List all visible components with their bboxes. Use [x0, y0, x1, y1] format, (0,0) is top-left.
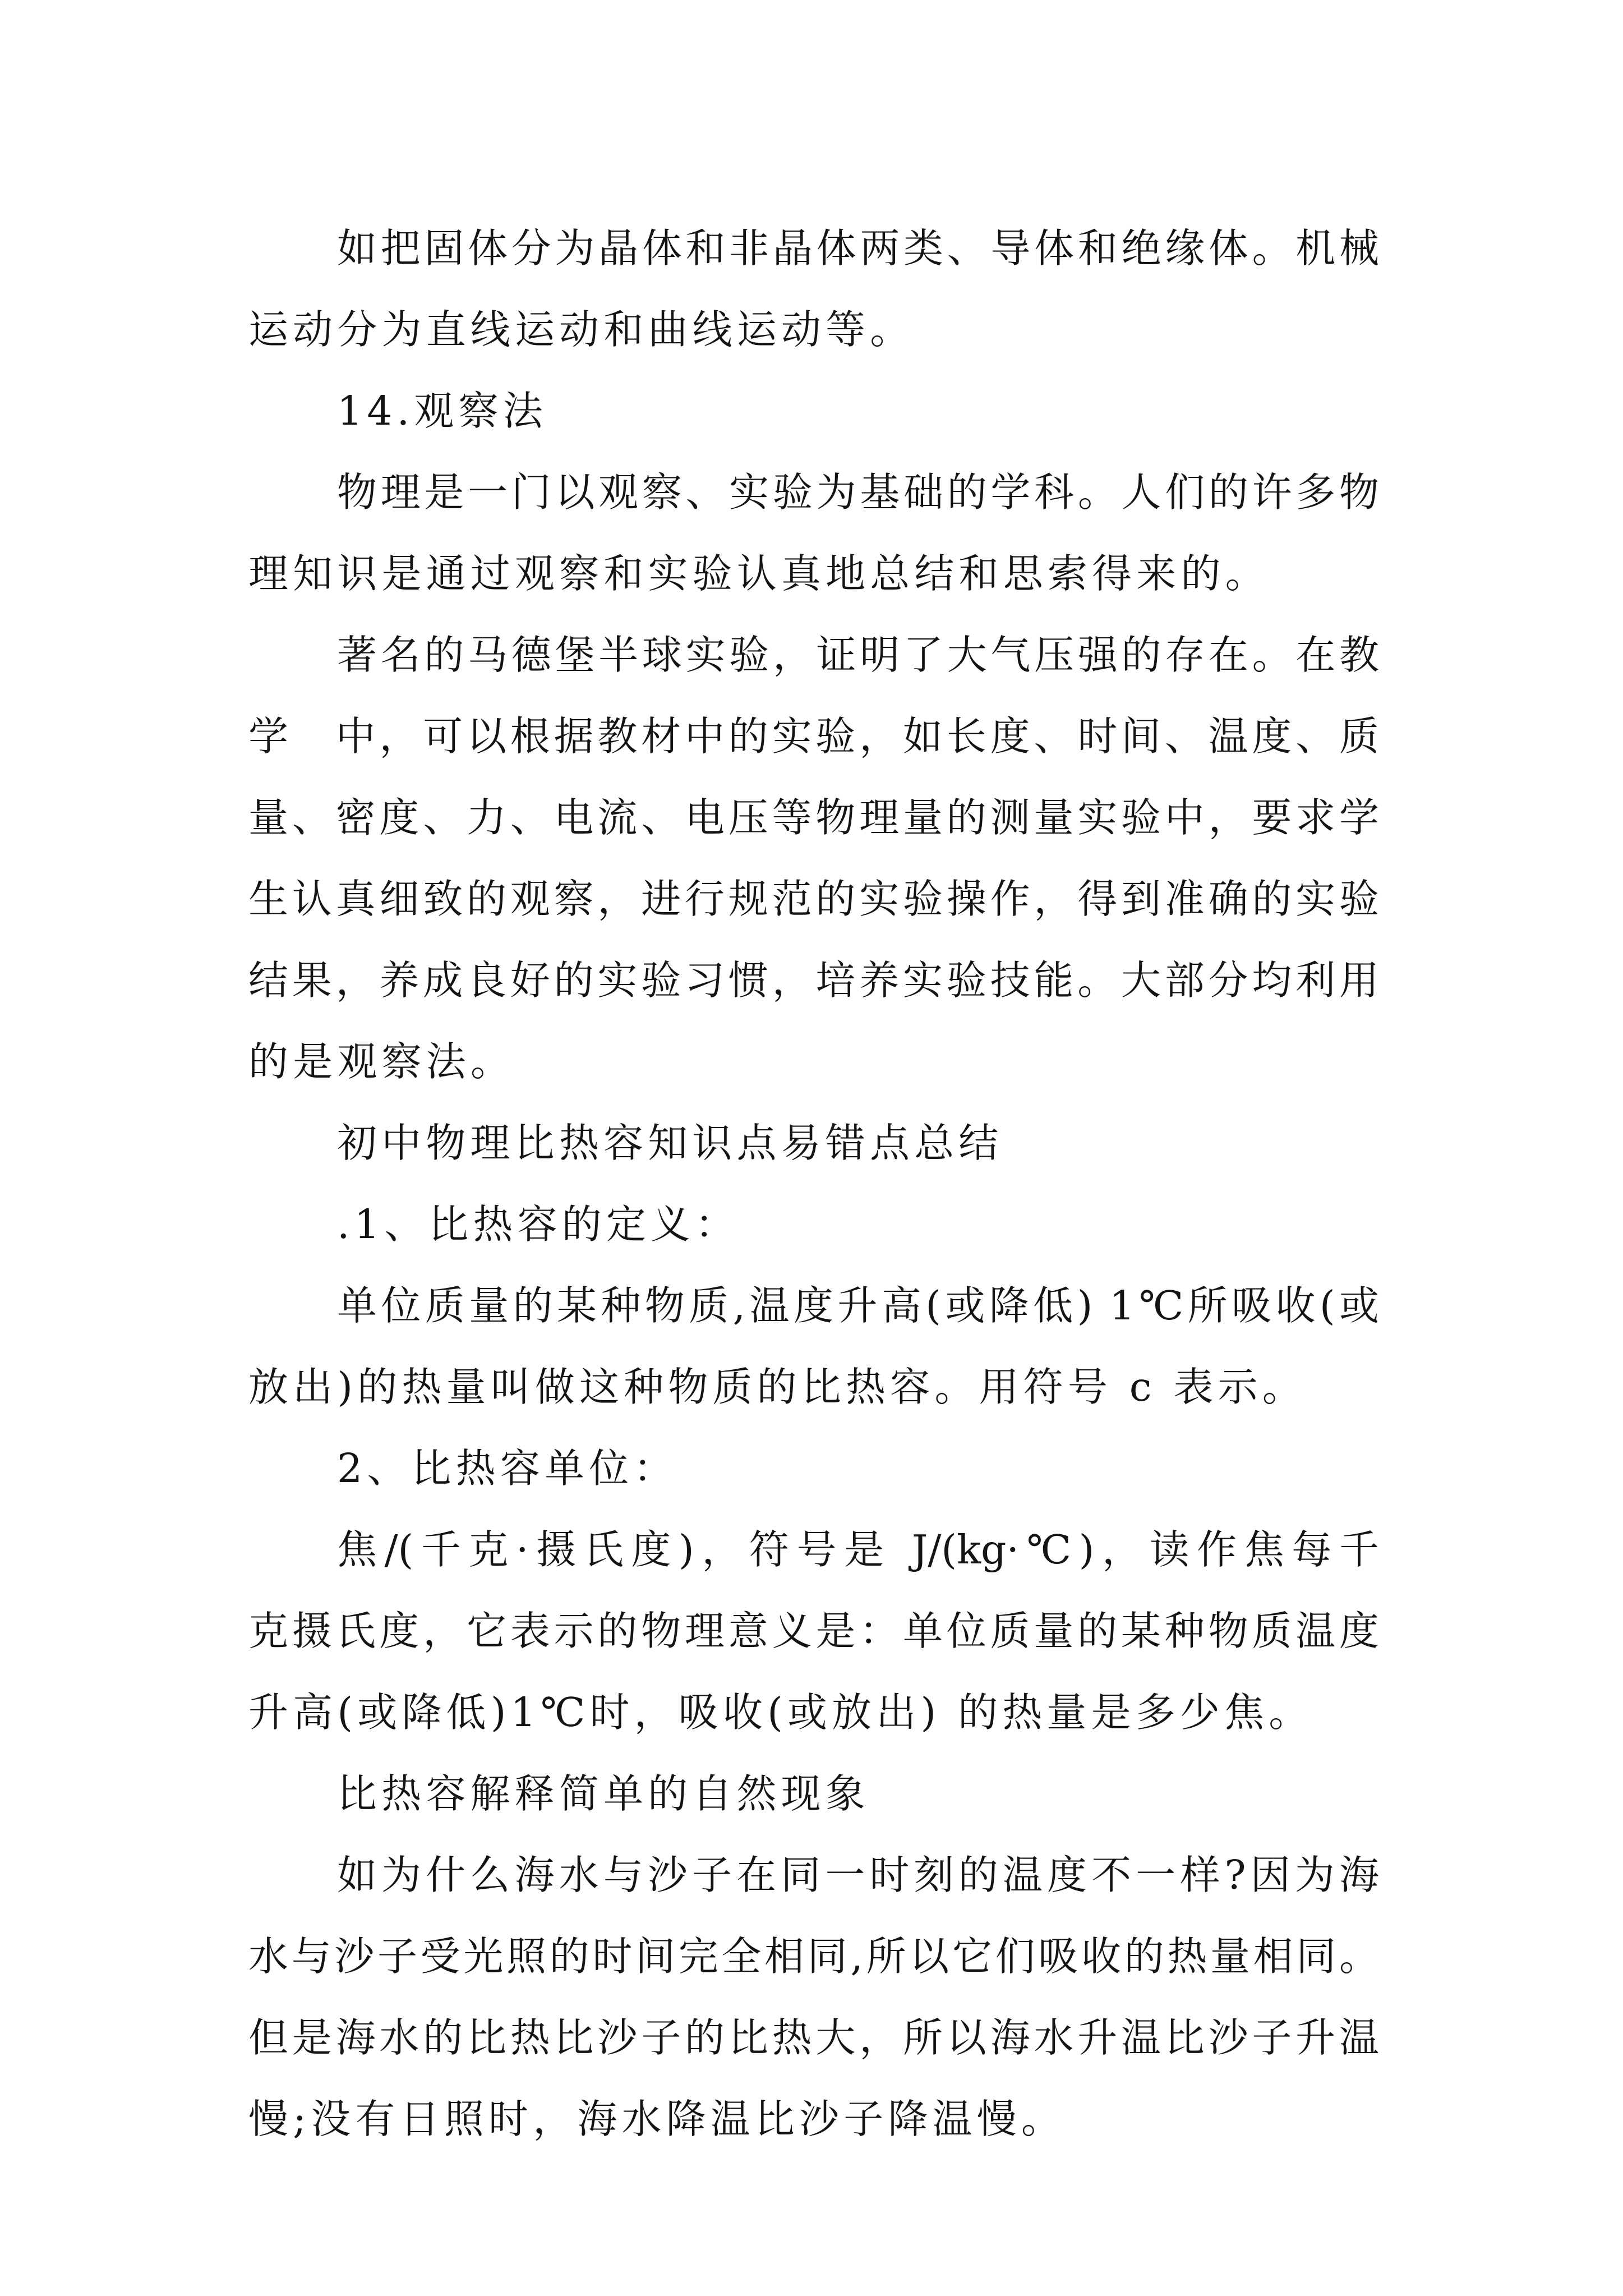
- paragraph-line: 克摄氏度，它表示的物理意义是：单位质量的某种物质温度: [248, 1608, 1379, 1654]
- paragraph-line: 著名的马德堡半球实验，证明了大气压强的存在。在教: [337, 632, 1379, 678]
- paragraph-line: 焦/(千克·摄氏度)，符号是 J/(kg·℃)，读作焦每千: [337, 1526, 1379, 1573]
- paragraph-line: 理知识是通过观察和实验认真地总结和思索得来的。: [248, 550, 1270, 597]
- subsection-heading: 2、比热容单位：: [337, 1445, 678, 1492]
- subsection-heading: 比热容解释简单的自然现象: [337, 1770, 870, 1817]
- document-body: [248, 208, 1379, 2160]
- section-heading: 14.观察法: [337, 388, 547, 434]
- paragraph-line: 慢;没有日照时，海水降温比沙子降温慢。: [248, 2096, 1066, 2142]
- paragraph-line: 升高(或降低)1℃时，吸收(或放出) 的热量是多少焦。: [248, 1689, 1313, 1736]
- paragraph-line: 单位质量的某种物质,温度升高(或降低) 1℃所吸收(或: [337, 1282, 1379, 1329]
- paragraph-line: 的是观察法。: [248, 1038, 515, 1085]
- paragraph-line: 如为什么海水与沙子在同一时刻的温度不一样?因为海: [337, 1852, 1379, 1898]
- paragraph-line: 但是海水的比热比沙子的比热大，所以海水升温比沙子升温: [248, 2014, 1379, 2061]
- paragraph-line: 如把固体分为晶体和非晶体两类、导体和绝缘体。机械: [337, 225, 1379, 272]
- paragraph-line: 学 中，可以根据教材中的实验，如长度、时间、温度、质: [248, 713, 1379, 760]
- section-heading: 初中物理比热容知识点易错点总结: [337, 1120, 1003, 1166]
- paragraph-line: 运动分为直线运动和曲线运动等。: [248, 306, 915, 353]
- paragraph-line: 生认真细致的观察，进行规范的实验操作，得到准确的实验: [248, 876, 1379, 922]
- paragraph-line: 量、密度、力、电流、电压等物理量的测量实验中，要求学: [248, 794, 1379, 841]
- subsection-heading: .1、比热容的定义：: [337, 1201, 740, 1248]
- paragraph-line: 放出)的热量叫做这种物质的比热容。用符号 c 表示。: [248, 1364, 1307, 1410]
- paragraph-line: 水与沙子受光照的时间完全相同,所以它们吸收的热量相同。: [248, 1933, 1379, 1980]
- paragraph-line: 结果，养成良好的实验习惯，培养实验技能。大部分均利用: [248, 957, 1379, 1004]
- paragraph-line: 物理是一门以观察、实验为基础的学科。人们的许多物: [337, 469, 1379, 516]
